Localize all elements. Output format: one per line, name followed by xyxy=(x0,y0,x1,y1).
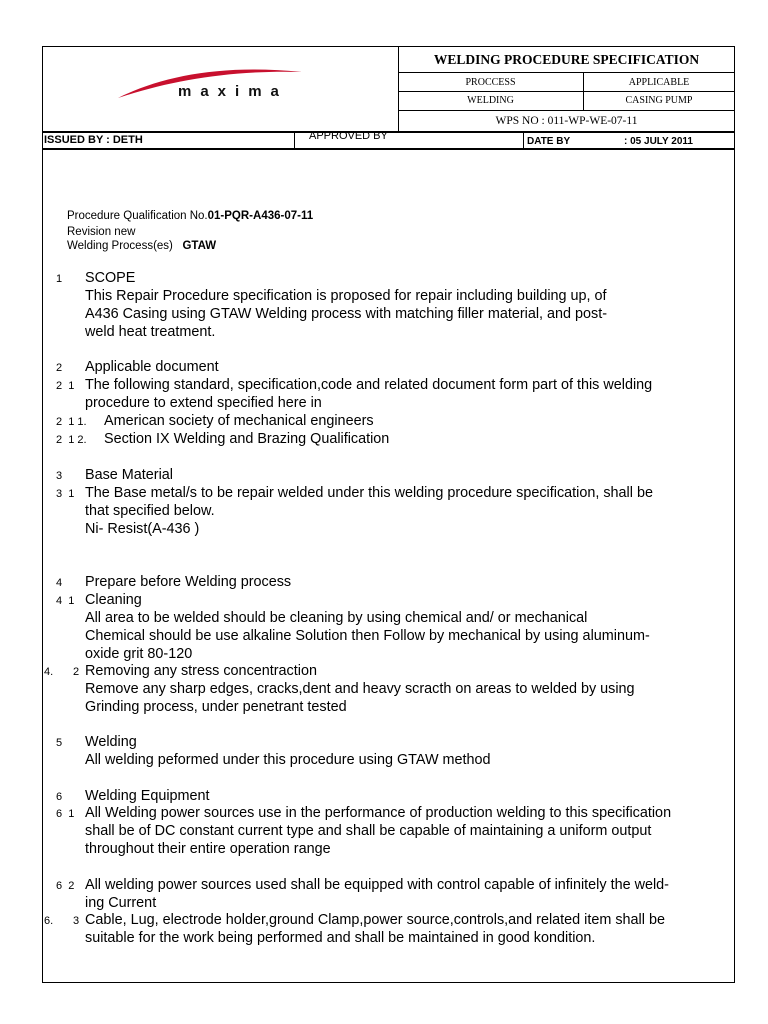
body-line: A436 Casing using GTAW Welding process with matching filler material, and post- xyxy=(85,306,608,322)
body-line: throughout their entire operation range xyxy=(85,841,331,857)
body-line: Grinding process, under penetrant tested xyxy=(85,699,347,715)
header-divider xyxy=(42,148,735,150)
body-line: Chemical should be use alkaline Solution then Follow by mechanical by using aluminum- xyxy=(85,628,650,644)
date-label: DATE BY xyxy=(527,136,571,147)
body-line: procedure to extend specified here in xyxy=(85,395,322,411)
approved-by: APPROVED BY xyxy=(309,130,388,142)
body-line: Section IX Welding and Brazing Qualification xyxy=(104,431,390,447)
section-number: 3 xyxy=(56,470,63,482)
section-number: 4 xyxy=(56,577,63,589)
body-line: All welding peformed under this procedure using GTAW method xyxy=(85,752,491,768)
section-number: 3 1 xyxy=(56,488,75,500)
body-line: that specified below. xyxy=(85,503,215,519)
body-line: Ni- Resist(A-436 ) xyxy=(85,521,200,537)
revision: Revision new xyxy=(67,226,136,238)
applicable-value: CASING PUMP xyxy=(625,95,693,106)
subsection-title: Removing any stress concentraction xyxy=(85,663,317,679)
section-number: 6 1 xyxy=(56,808,75,820)
body-line: Remove any sharp edges, cracks,dent and heavy scracth on areas to welded by using xyxy=(85,681,635,697)
body-line: Cable, Lug, electrode holder,ground Clamp,power source,controls,and related item shall be xyxy=(85,912,665,928)
header-divider xyxy=(398,110,735,111)
page-title: WELDING PROCEDURE SPECIFICATION xyxy=(433,52,700,67)
section-title: SCOPE xyxy=(85,270,136,286)
section-number: 1 xyxy=(56,273,63,285)
issued-by: ISSUED BY : DETH xyxy=(44,134,143,146)
body-line: suitable for the work being performed and shall be maintained in good kondition. xyxy=(85,930,596,946)
section-number: 2 1 2. xyxy=(56,434,87,446)
section-number: 2 1 1. xyxy=(56,416,87,428)
section-number: 3 xyxy=(73,915,80,927)
section-number: 2 1 xyxy=(56,380,75,392)
date-value: : 05 JULY 2011 xyxy=(624,136,693,147)
body-line: The Base metal/s to be repair welded under this welding procedure specification, shall be xyxy=(85,485,653,501)
section-number: 6 xyxy=(56,791,63,803)
body-line: oxide grit 80-120 xyxy=(85,646,193,662)
subsection-title: Cleaning xyxy=(85,592,142,608)
section-number: 6 2 xyxy=(56,880,75,892)
section-number: 2 xyxy=(56,362,63,374)
applicable-label: APPLICABLE xyxy=(628,77,690,88)
logo-wordmark: maxima xyxy=(178,83,288,100)
pq-label: Procedure Qualification No. xyxy=(67,210,208,222)
header-divider xyxy=(398,91,735,92)
body-line: This Repair Procedure specification is proposed for repair including building up, of xyxy=(85,288,607,304)
section-title: Welding Equipment xyxy=(85,788,210,804)
section-title: Welding xyxy=(85,734,137,750)
section-number: 2 xyxy=(73,666,80,678)
body-line: shall be of DC constant current type and shall be capable of maintaining a uniform output xyxy=(85,823,652,839)
section-title: Applicable document xyxy=(85,359,219,375)
section-title: Base Material xyxy=(85,467,173,483)
maxima-logo xyxy=(112,56,312,106)
wps-number: WPS NO : 011-WP-WE-07-11 xyxy=(495,115,638,127)
procedure-qualification xyxy=(67,210,313,222)
section-title: Prepare before Welding process xyxy=(85,574,292,590)
body-line: ing Current xyxy=(85,895,157,911)
process-value-text: GTAW xyxy=(182,240,217,252)
body-line: All area to be welded should be cleaning by using chemical and/ or mechanical xyxy=(85,610,588,626)
header-divider xyxy=(398,72,735,73)
process-label-text: Welding Process(es) xyxy=(67,240,173,252)
section-number: 4 1 xyxy=(56,595,75,607)
header-divider xyxy=(294,131,295,149)
body-line: American society of mechanical engineers xyxy=(104,413,374,429)
section-number: 5 xyxy=(56,737,63,749)
welding-process xyxy=(67,240,216,252)
body-line: All welding power sources used shall be equipped with control capable of infinitely the weld- xyxy=(85,877,669,893)
process-value: WELDING xyxy=(467,95,514,106)
header-divider xyxy=(523,131,524,149)
section-number: 4. xyxy=(44,666,54,678)
body-line: All Welding power sources use in the performance of production welding to this specification xyxy=(85,805,672,821)
header-divider xyxy=(42,131,735,133)
process-label: PROCCESS xyxy=(465,77,516,88)
pq-value: 01-PQR-A436-07-11 xyxy=(207,210,314,222)
section-number: 6. xyxy=(44,915,54,927)
body-line: weld heat treatment. xyxy=(85,324,216,340)
body-line: The following standard, specification,code and related document form part of this welding xyxy=(85,377,653,393)
